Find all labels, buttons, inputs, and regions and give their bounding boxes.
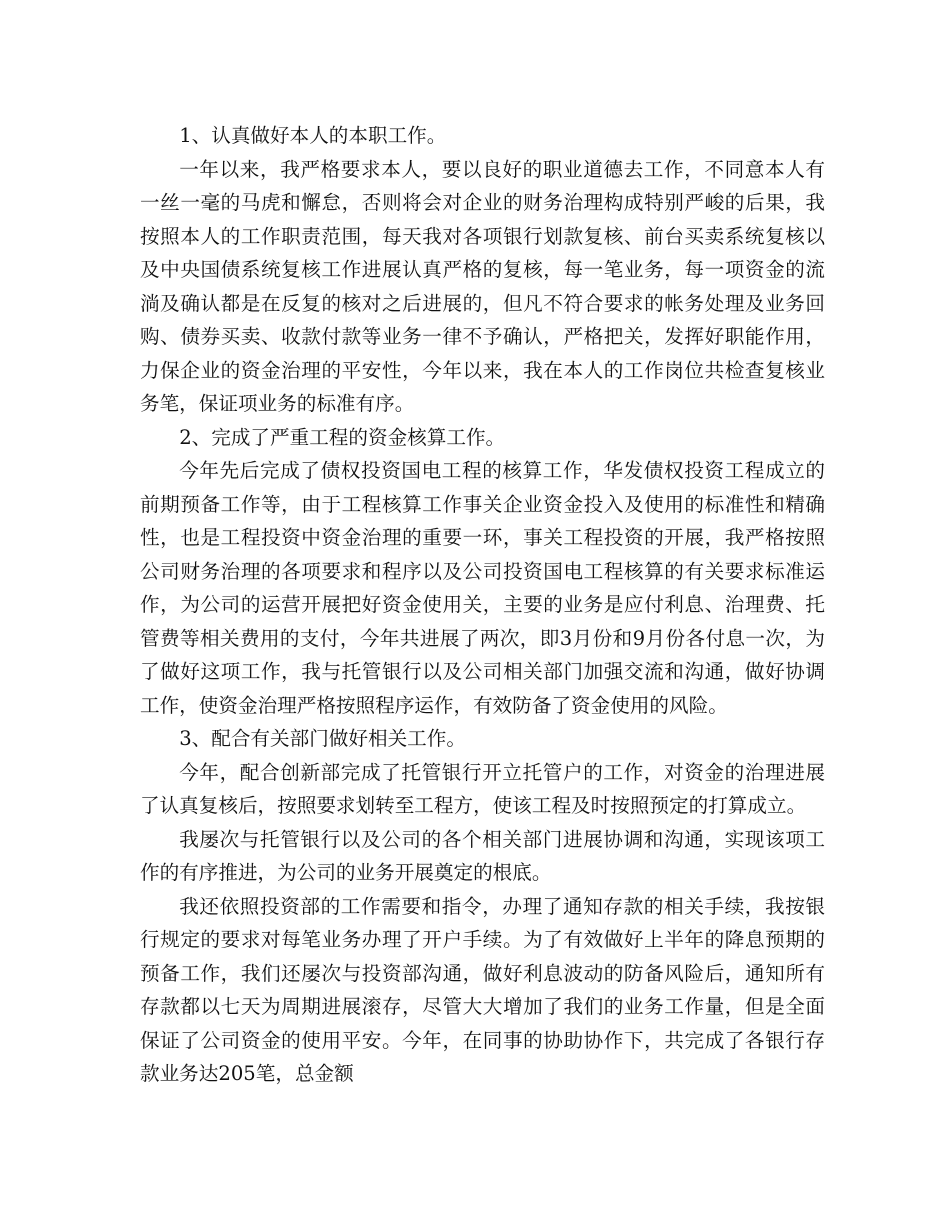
document-body (140, 119, 825, 1091)
paragraph: 一年以来，我严格要求本人，要以良好的职业道德去工作，不同意本人有一丝一毫的马虎和懈怠，否则将会对企业的财务治理构成特别严峻的后果，我按照本人的工作职责范围，每天我对各项银行划款复核、前台买卖系统复核以及中央国债系统复核工作进展认真严格的复核，每一笔业务，每一项资金的流淌及确认都是在反复的核对之后进展的，但凡不符合要求的帐务处理及业务回购、债券买卖、收款付款等业务一律不予确认，严格把关，发挥好职能作用，力保企业的资金治理的平安性，今年以来，我在本人的工作岗位共检查复核业务笔，保证项业务的标准有序。 (140, 157, 825, 415)
paragraph: 我还依照投资部的工作需要和指令，办理了通知存款的相关手续，我按银行规定的要求对每笔业务办理了开户手续。为了有效做好上半年的降息预期的预备工作，我们还屡次与投资部沟通，做好利息波动的防备风险后，通知所有存款都以七天为周期进展滚存，尽管大大增加了我们的业务工作量，但是全面保证了公司资金的使用平安。今年，在同事的协助协作下，共完成了各银行存款业务达205笔，总金额 (140, 894, 825, 1085)
paragraph-heading-3: 3、配合有关部门做好相关工作。 (179, 727, 466, 750)
paragraph-heading-2: 2、完成了严重工程的资金核算工作。 (179, 425, 506, 449)
paragraph: 今年先后完成了债权投资国电工程的核算工作，华发债权投资工程成立的前期预备工作等，由于工程核算工作事关企业资金投入及使用的标准性和精确性，也是工程投资中资金治理的重要一环，事关工程投资的开展，我严格按照公司财务治理的各项要求和程序以及公司投资国电工程核算的有关要求标准运作，为公司的运营开展把好资金使用关，主要的业务是应付利息、治理费、托管费等相关费用的支付，今年共进展了两次，即3月份和9月份各付息一次，为了做好这项工作，我与托管银行以及公司相关部门加强交流和沟通，做好协调工作，使资金治理严格按照程序运作，有效防备了资金使用的风险。 (140, 459, 825, 717)
paragraph: 今年，配合创新部完成了托管银行开立托管户的工作，对资金的治理进展了认真复核后，按照要求划转至工程方，使该工程及时按照预定的打算成立。 (140, 760, 825, 817)
paragraph: 我屡次与托管银行以及公司的各个相关部门进展协调和沟通，实现该项工作的有序推进，为公司的业务开展奠定的根底。 (140, 827, 825, 884)
paragraph-heading-1: 1、认真做好本人的本职工作。 (179, 124, 447, 147)
